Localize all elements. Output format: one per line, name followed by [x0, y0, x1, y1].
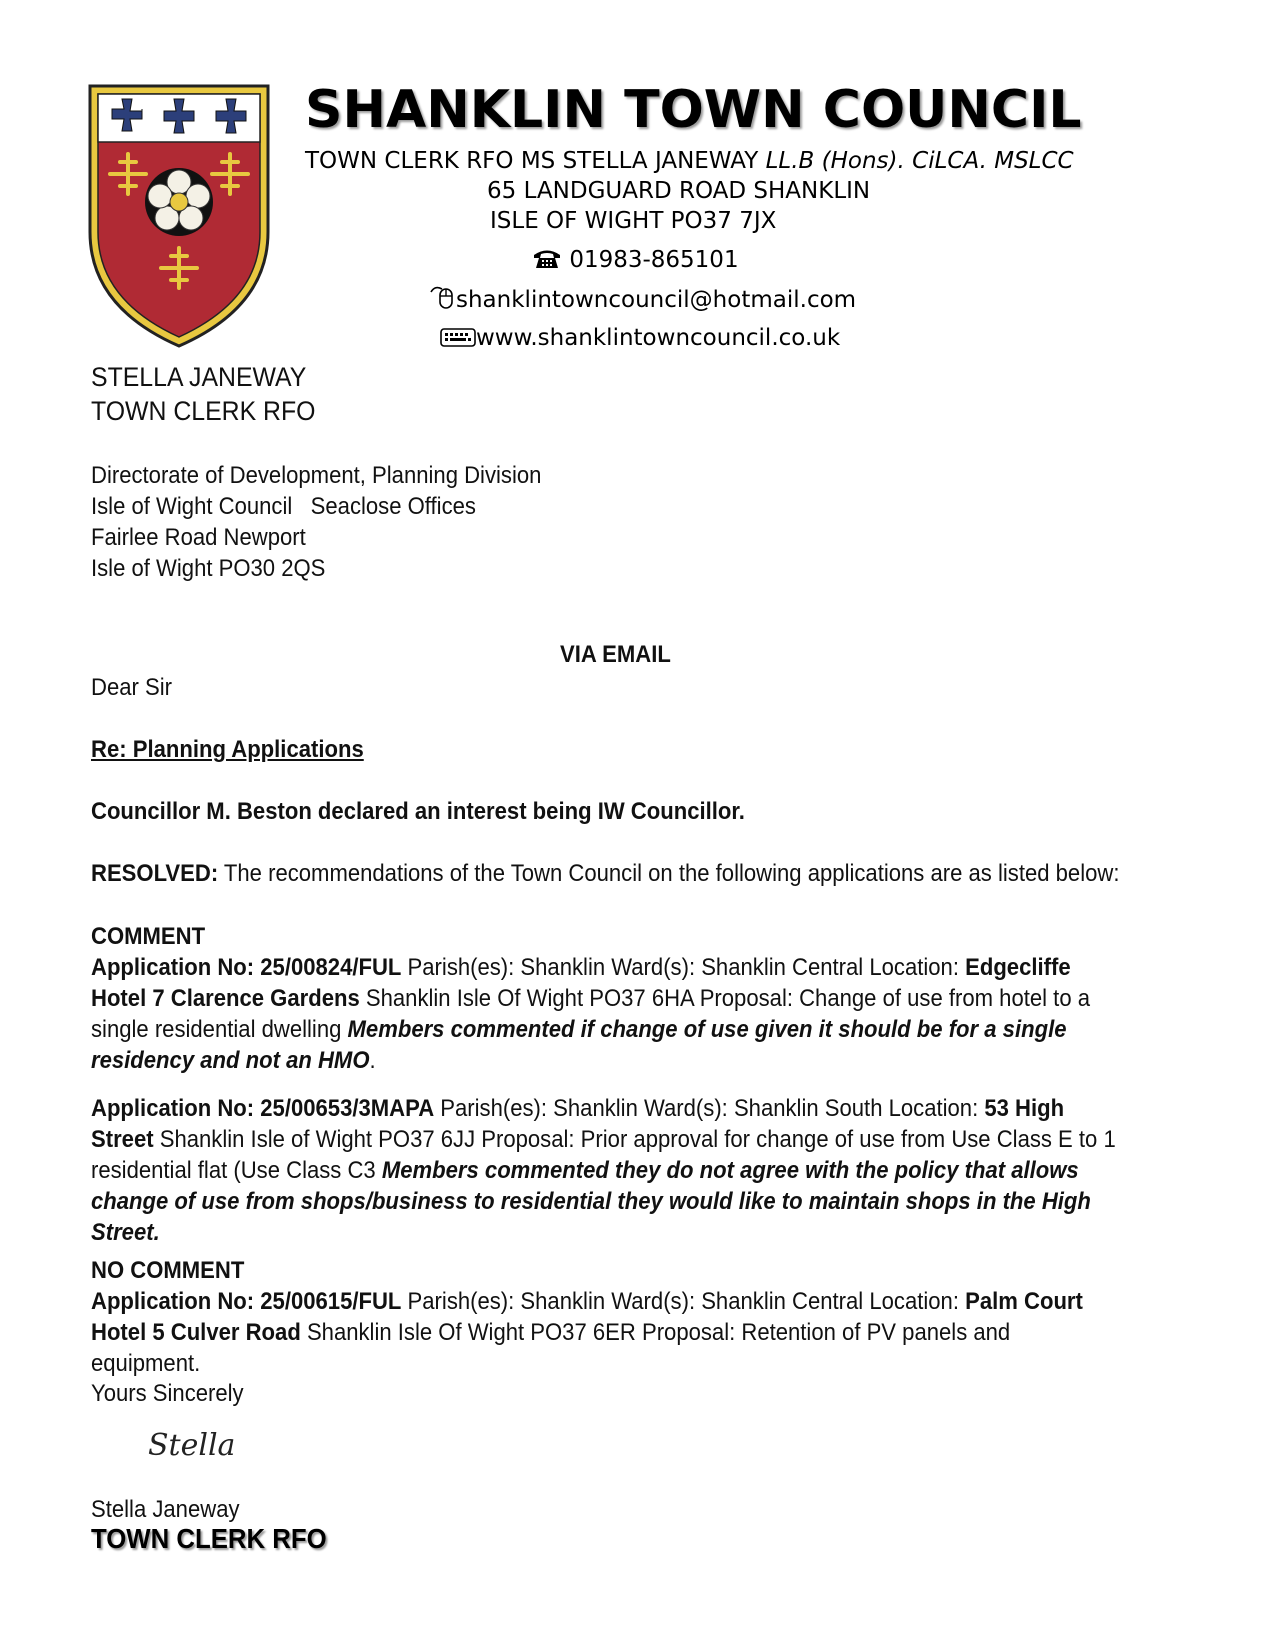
phone-line — [532, 246, 739, 273]
interest-declaration: Councillor M. Beston declared an interest being IW Councillor. — [91, 798, 745, 825]
website-address: www.shanklintowncouncil.co.uk — [476, 325, 841, 351]
email-line — [430, 284, 856, 313]
no-comment-heading: NO COMMENT — [91, 1257, 245, 1284]
address-line-1: 65 LANDGUARD ROAD SHANKLIN — [487, 178, 871, 204]
application-entry — [91, 1286, 1121, 1379]
application-details: Parish(es): Shanklin Ward(s): Shanklin Central Location: — [401, 954, 966, 981]
address-line-2: ISLE OF WIGHT PO37 7JX — [490, 208, 777, 234]
members-comment: Members commented they do not agree with the policy that allows change of use from shops/business to residential they would like to maintain shops in the High Street. — [91, 1157, 1091, 1246]
clerk-line — [305, 148, 1074, 174]
application-proposal: Shanklin Isle Of Wight PO37 6HA Proposal: Change of use from hotel to a single residential dwelling — [91, 985, 1091, 1043]
resolved-text: The recommendations of the Town Council on the following applications are as listed below: — [218, 860, 1120, 887]
members-comment: Members commented if change of use given it should be for a single residency and not an HMO — [91, 1016, 1067, 1074]
recipient-address — [91, 460, 541, 584]
recipient-line-1: Directorate of Development, Planning Division — [91, 462, 542, 489]
recipient-line-3: Fairlee Road Newport — [91, 524, 306, 551]
sender-name: STELLA JANEWAY — [91, 362, 307, 392]
subject-line — [91, 734, 1121, 765]
application-entry — [91, 1093, 1121, 1248]
crest-icon — [86, 82, 272, 350]
signature: Stella — [148, 1428, 236, 1463]
application-entry — [91, 952, 1121, 1076]
application-location: Edgecliffe Hotel 7 Clarence Gardens — [91, 954, 1071, 1012]
sender-block — [91, 360, 315, 428]
telephone-icon — [532, 246, 562, 270]
application-proposal: Shanklin Isle of Wight PO37 6JJ Proposal: Prior approval for change of use from Use Class E to 1 residential flat (Use Class C3 — [91, 1126, 1116, 1184]
application-number: Application No: 25/00824/FUL — [91, 954, 402, 981]
application-proposal: Shanklin Isle Of Wight PO37 6ER Proposal: Retention of PV panels and equipment. — [91, 1319, 1011, 1377]
website-line — [440, 325, 840, 351]
resolved-label: RESOLVED: — [91, 860, 219, 887]
council-name: SHANKLIN TOWN COUNCIL — [305, 80, 1082, 140]
application-details: Parish(es): Shanklin Ward(s): Shanklin South Location: — [434, 1095, 985, 1122]
sender-title: TOWN CLERK RFO — [91, 396, 316, 426]
clerk-name: TOWN CLERK RFO MS STELLA JANEWAY — [305, 148, 759, 174]
mouse-icon — [430, 284, 456, 310]
application-location: 53 High Street — [91, 1095, 1065, 1153]
phone-number: 01983-865101 — [569, 247, 739, 273]
recipient-line-2: Isle of Wight Council Seaclose Offices — [91, 493, 476, 520]
application-details: Parish(es): Shanklin Ward(s): Shanklin Central Location: — [401, 1288, 966, 1315]
recipient-line-4: Isle of Wight PO30 2QS — [91, 555, 326, 582]
via-email-label: VIA EMAIL — [560, 641, 671, 668]
resolved-paragraph — [91, 858, 1121, 889]
keyboard-icon — [440, 326, 476, 348]
salutation: Dear Sir — [91, 674, 172, 701]
subject-text: Re: Planning Applications — [91, 736, 364, 763]
application-location: Palm Court Hotel 5 Culver Road — [91, 1288, 1083, 1346]
application-number: Application No: 25/00615/FUL — [91, 1288, 402, 1315]
comment-heading: COMMENT — [91, 923, 206, 950]
application-number: Application No: 25/00653/3MAPA — [91, 1095, 435, 1122]
signatory-title: TOWN CLERK RFO — [91, 1523, 327, 1554]
signatory-name: Stella Janeway — [91, 1496, 240, 1523]
closing-line: Yours Sincerely — [91, 1380, 244, 1407]
clerk-qualifications: LL.B (Hons). CiLCA. MSLCC — [765, 148, 1074, 174]
email-address: shanklintowncouncil@hotmail.com — [456, 287, 857, 313]
comment-end: . — [369, 1047, 376, 1074]
